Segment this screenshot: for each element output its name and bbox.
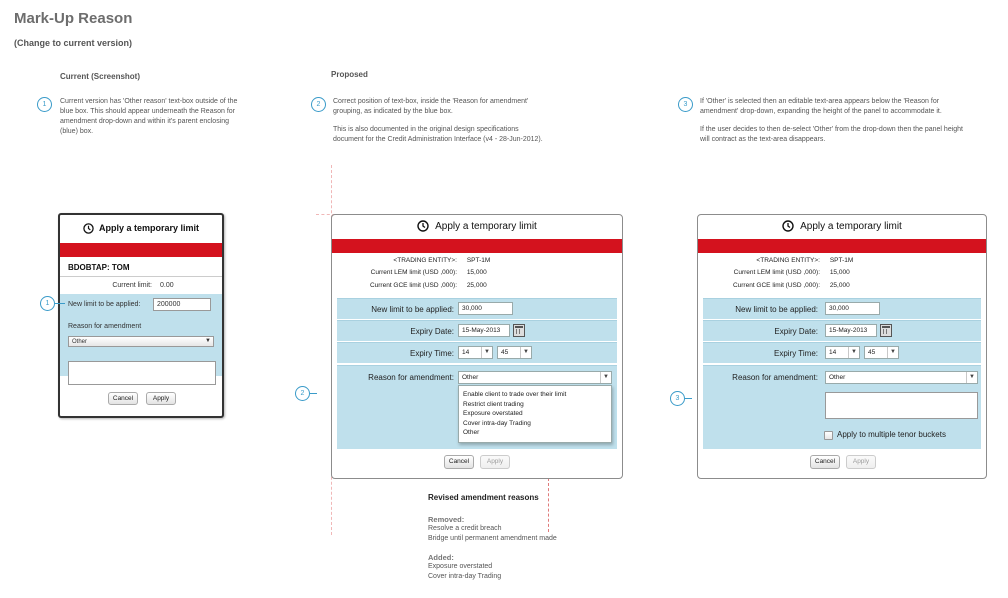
dialog3-trading-entity-row [698, 257, 853, 264]
expiry-hour-select[interactable] [458, 346, 493, 359]
expiry-minute-select[interactable] [864, 346, 899, 359]
dialog3-title: Apply a temporary limit [800, 221, 902, 232]
reason-select[interactable] [825, 371, 978, 384]
cancel-button[interactable]: Cancel [810, 455, 840, 469]
reason-option[interactable]: Other [463, 429, 480, 436]
marker-3: 3 [670, 391, 685, 406]
trading-entity-label: <TRADING ENTITY>: [393, 257, 457, 264]
new-limit-input[interactable]: 30,000 [458, 302, 513, 315]
marker-3-pointer [685, 398, 692, 399]
expiry-hour-value: 14 [829, 349, 837, 356]
apply-button[interactable]: Apply [846, 455, 876, 469]
chevron-down-icon: ▼ [887, 347, 898, 358]
clock-icon [83, 223, 94, 234]
chevron-down-icon: ▼ [848, 347, 859, 358]
gce-limit-value: 25,000 [466, 282, 487, 289]
note-1-text [60, 97, 245, 145]
marker-1-pointer [55, 303, 65, 304]
proposed-lem-row [332, 269, 487, 276]
added-item: Exposure overstated [428, 563, 493, 570]
current-entity: BDOBTAP: TOM [68, 263, 130, 272]
current-dialog-screenshot [58, 213, 224, 418]
chevron-down-icon: ▼ [520, 347, 531, 358]
current-dialog-red-bar [60, 243, 222, 257]
note-1-paragraph: Current version has 'Other reason' text-box outside of the blue box. This should appear underneath the Reason for amendment drop-down and within it's parent enclosing (blue) box. [60, 98, 238, 135]
marker-2: 2 [295, 386, 310, 401]
calendar-icon[interactable] [513, 324, 525, 337]
expiry-hour-value: 14 [462, 349, 470, 356]
new-limit-label: New limit to be applied: [735, 305, 818, 314]
current-limit-value: 0.00 [160, 282, 174, 289]
proposed-dialog-title: Apply a temporary limit [435, 221, 537, 232]
gce-limit-label: Current GCE limit (USD ,000): [369, 282, 457, 289]
new-limit-label: New limit to be applied: [371, 305, 454, 314]
dialog3-gce-row [698, 282, 850, 289]
revised-reasons-section [428, 493, 628, 582]
current-apply-button[interactable]: Apply [146, 392, 176, 405]
reason-label: Reason for amendment: [368, 373, 454, 382]
expiry-minute-value: 45 [868, 349, 876, 356]
reason-option[interactable]: Enable client to trade over their limit [463, 391, 567, 398]
chevron-down-icon: ▼ [600, 372, 611, 383]
reason-dropdown-list [458, 385, 612, 443]
proposed-dialog-red-bar [332, 239, 622, 253]
proposed-trading-entity-row [332, 257, 490, 264]
expiry-minute-select[interactable] [497, 346, 532, 359]
revised-reasons-title: Revised amendment reasons [428, 493, 539, 502]
dialog3-title-row [698, 215, 986, 239]
current-new-limit-input[interactable]: 200000 [153, 298, 211, 311]
apply-multiple-checkbox[interactable] [824, 431, 833, 440]
removed-item: Resolve a credit breach [428, 525, 502, 532]
expiry-date-label: Expiry Date: [410, 327, 454, 336]
marker-2-pointer [310, 393, 317, 394]
expiry-time-label: Expiry Time: [773, 349, 818, 358]
trading-entity-label: <TRADING ENTITY>: [756, 257, 820, 264]
reason-select[interactable] [458, 371, 612, 384]
added-heading: Added: [428, 553, 454, 562]
reason-label: Reason for amendment: [732, 373, 818, 382]
lem-limit-value: 15,000 [466, 269, 487, 276]
proposed-gce-row [332, 282, 487, 289]
reason-select-value: Other [462, 374, 479, 381]
expiry-time-label: Expiry Time: [409, 349, 454, 358]
page-title: Mark-Up Reason [14, 10, 133, 27]
added-item: Cover intra-day Trading [428, 573, 502, 580]
dialog3-lem-row [698, 269, 850, 276]
reason-option[interactable]: Exposure overstated [463, 410, 523, 417]
reason-option[interactable]: Restrict client trading [463, 400, 524, 408]
note-2-paragraph-1: Correct position of text-box, inside the 'Reason for amendment' grouping, as indicated by the blue box. [333, 98, 529, 115]
current-reason-label: Reason for amendment [68, 323, 142, 330]
current-limit-label: Current limit: [112, 282, 152, 289]
note-2-text [333, 97, 543, 153]
reason-option[interactable]: Cover intra-day Trading [463, 419, 531, 427]
proposed-column-heading: Proposed [331, 70, 368, 79]
current-dialog-title-row [60, 223, 222, 234]
page-subtitle: (Change to current version) [14, 38, 133, 48]
chevron-down-icon: ▼ [205, 338, 211, 344]
proposed-dialog [331, 214, 623, 479]
gce-limit-label: Current GCE limit (USD ,000): [732, 282, 820, 289]
clock-icon [417, 220, 429, 232]
proposed-dialog-title-row [332, 215, 622, 239]
apply-button[interactable]: Apply [480, 455, 510, 469]
note-2-badge: 2 [311, 97, 326, 112]
current-column-heading: Current (Screenshot) [60, 72, 141, 81]
apply-multiple-label: Apply to multiple tenor buckets [837, 430, 946, 439]
marker-1: 1 [40, 296, 55, 311]
current-reason-select[interactable] [68, 336, 214, 347]
current-other-reason-textbox[interactable] [68, 361, 216, 385]
note-3-paragraph-1: If 'Other' is selected then an editable text-area appears below the 'Reason for amendment' drop-down, expanding the height of the panel to accommodate it. [700, 98, 942, 115]
removed-item: Bridge until permanent amendment made [428, 535, 557, 542]
chevron-down-icon: ▼ [966, 372, 977, 383]
cancel-button[interactable]: Cancel [444, 455, 474, 469]
expiry-minute-value: 45 [501, 349, 509, 356]
note-3-text [700, 97, 965, 153]
current-cancel-button[interactable]: Cancel [108, 392, 138, 405]
note-1-badge: 1 [37, 97, 52, 112]
reason-select-value: Other [829, 374, 846, 381]
lem-limit-value: 15,000 [829, 269, 850, 276]
note-2-paragraph-2: This is also documented in the original design specifications document for the Credit Administration Interface (v4 - 28-Jun-2012). [333, 126, 543, 143]
calendar-icon[interactable] [880, 324, 892, 337]
other-reason-textarea[interactable] [825, 392, 978, 419]
trading-entity-value: SPT-1M [466, 257, 491, 264]
expiry-date-label: Expiry Date: [774, 327, 818, 336]
new-limit-input[interactable]: 30,000 [825, 302, 880, 315]
note-3-paragraph-2: If the user decides to then de-select 'Other' from the drop-down then the panel height will contract as the text-area disappears. [700, 126, 963, 143]
expiry-hour-select[interactable] [825, 346, 860, 359]
dialog3-red-bar [698, 239, 986, 253]
current-new-limit-label: New limit to be applied: [68, 301, 141, 308]
note-3-badge: 3 [678, 97, 693, 112]
trading-entity-value: SPT-1M [829, 257, 854, 264]
clock-icon [782, 220, 794, 232]
expiry-date-input[interactable]: 15-May-2013 [825, 324, 877, 337]
lem-limit-label: Current LEM limit (USD ,000): [370, 269, 457, 276]
dialog-other-selected [697, 214, 987, 479]
removed-heading: Removed: [428, 515, 465, 524]
chevron-down-icon: ▼ [481, 347, 492, 358]
current-reason-value: Other [72, 339, 88, 345]
gce-limit-value: 25,000 [829, 282, 850, 289]
lem-limit-label: Current LEM limit (USD ,000): [733, 269, 820, 276]
expiry-date-input[interactable]: 15-May-2013 [458, 324, 510, 337]
current-dialog-title: Apply a temporary limit [98, 223, 200, 233]
